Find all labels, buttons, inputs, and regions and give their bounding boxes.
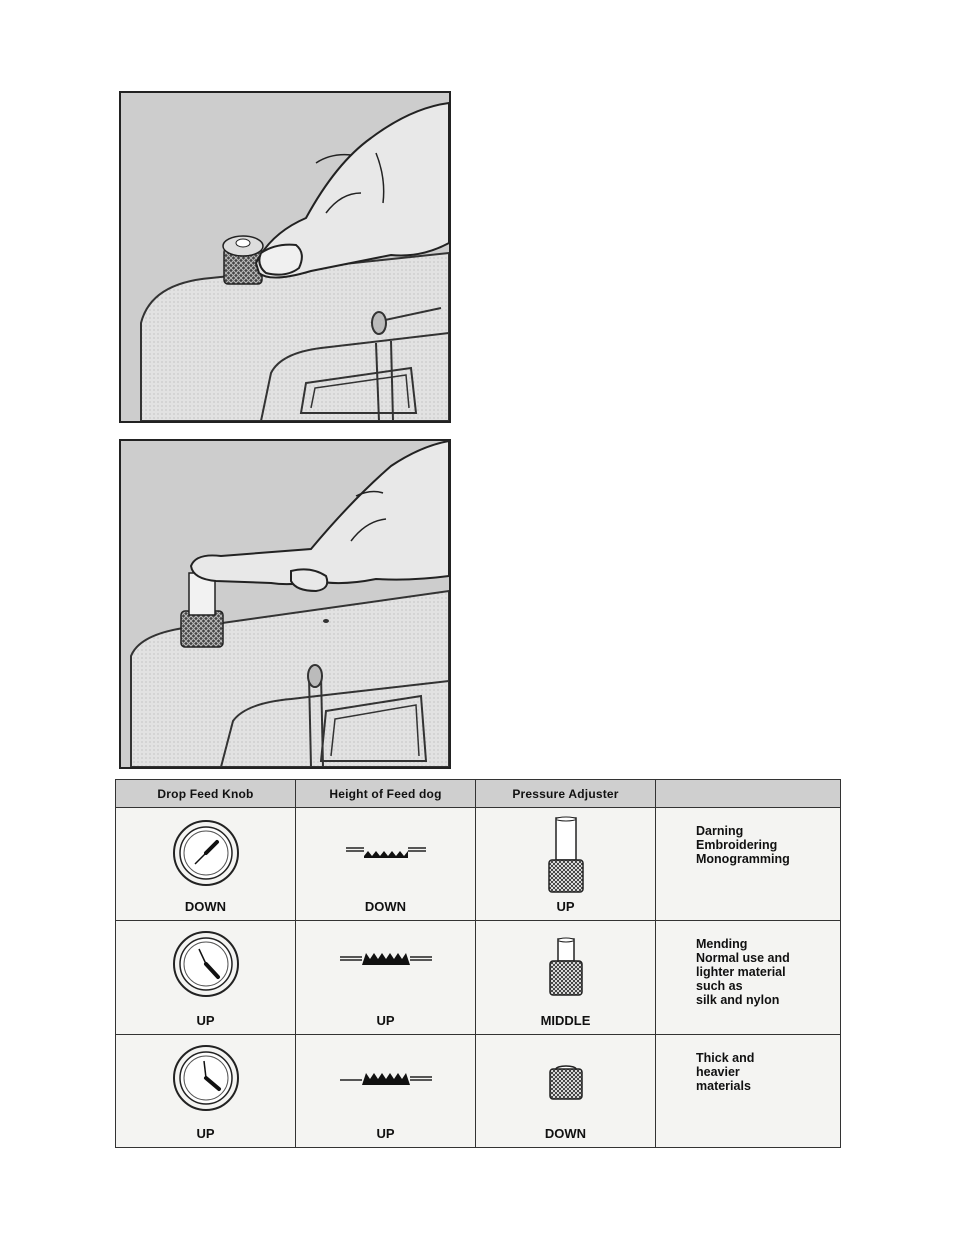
header-feed-dog-height: Height of Feed dog xyxy=(296,780,476,808)
dial-up-icon xyxy=(171,1043,241,1113)
uses-list xyxy=(696,824,790,866)
pressure-adjuster-value: DOWN xyxy=(544,1126,587,1141)
use-item: lighter material xyxy=(696,965,786,980)
uses-cell xyxy=(656,1034,841,1147)
dial-down-icon xyxy=(171,818,241,888)
drop-feed-knob-cell xyxy=(116,808,296,921)
pressure-adjuster-up-icon xyxy=(546,816,586,894)
uses-list xyxy=(696,937,790,1007)
drop-feed-knob-value: UP xyxy=(196,1012,215,1028)
feed-dog-height-value: UP xyxy=(376,1012,395,1028)
use-item: Embroidering xyxy=(696,838,778,852)
use-item: such as xyxy=(696,979,743,994)
table-row xyxy=(116,808,841,921)
hand-pressure-illustration xyxy=(119,439,451,769)
feed-dog-height-cell xyxy=(296,808,476,921)
feed-settings-table xyxy=(115,779,841,1148)
header-pressure-adjuster: Pressure Adjuster xyxy=(476,780,656,808)
uses-list xyxy=(696,1051,754,1093)
pressure-adjuster-down-icon xyxy=(546,1063,586,1103)
feed-dog-height-value: DOWN xyxy=(364,899,407,915)
pressure-adjuster-cell xyxy=(476,808,656,921)
use-item: heavier xyxy=(696,1064,740,1079)
uses-cell xyxy=(656,921,841,1034)
feed-dog-height-cell xyxy=(296,921,476,1034)
feed-dog-down-icon xyxy=(344,842,428,862)
use-item: Thick and xyxy=(696,1050,755,1065)
feed-dog-up-icon xyxy=(338,1067,434,1089)
drop-feed-knob-cell xyxy=(116,1034,296,1147)
table-header-row xyxy=(116,780,841,808)
use-item: Monogramming xyxy=(696,852,790,866)
use-item: Normal use and xyxy=(696,951,790,966)
header-uses xyxy=(656,780,841,808)
use-item: silk and nylon xyxy=(696,993,780,1008)
use-item: Mending xyxy=(696,937,748,952)
drop-feed-knob-cell xyxy=(116,921,296,1034)
drop-feed-knob-value: DOWN xyxy=(184,899,227,915)
uses-cell xyxy=(656,808,841,921)
pressure-adjuster-middle-icon xyxy=(546,937,586,999)
table-row xyxy=(116,921,841,1034)
use-item: Darning xyxy=(696,824,744,838)
pressure-adjuster-cell xyxy=(476,921,656,1034)
pressure-adjuster-value: UP xyxy=(556,899,575,915)
hand-knob-illustration xyxy=(119,91,451,423)
dial-up-icon xyxy=(171,929,241,999)
use-item: materials xyxy=(696,1078,751,1093)
pressure-adjuster-value: MIDDLE xyxy=(540,1012,591,1028)
pressure-adjuster-cell xyxy=(476,1034,656,1147)
table-row xyxy=(116,1034,841,1147)
drop-feed-knob-value: UP xyxy=(196,1126,215,1141)
header-drop-feed-knob: Drop Feed Knob xyxy=(116,780,296,808)
feed-dog-height-value: UP xyxy=(376,1126,395,1141)
feed-dog-up-icon xyxy=(338,947,434,969)
feed-dog-height-cell xyxy=(296,1034,476,1147)
